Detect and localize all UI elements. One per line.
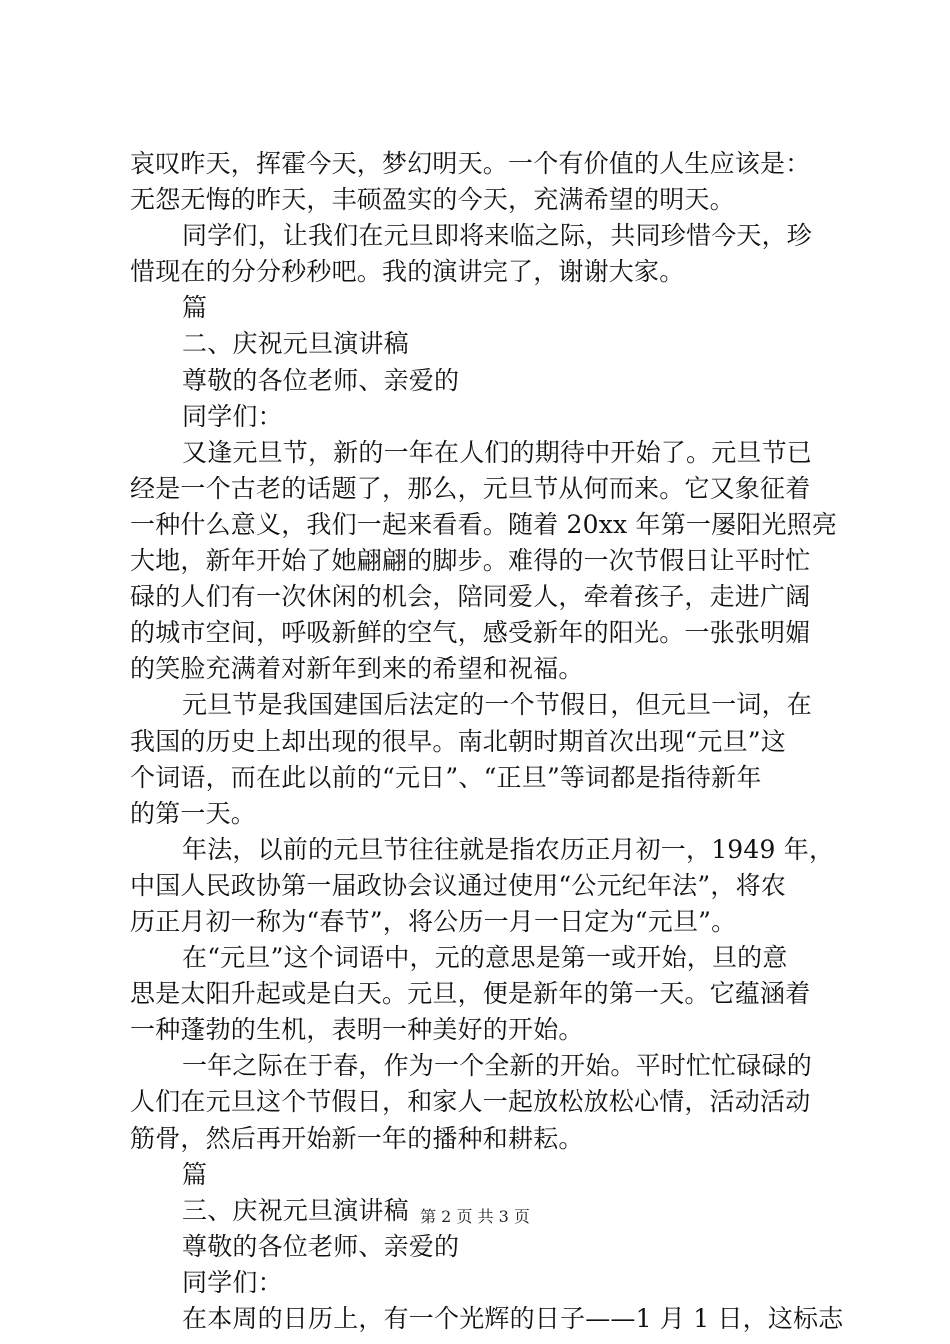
text-line: 的城市空间，呼吸新鲜的空气，感受新年的阳光。一张张明媚 [130, 618, 811, 648]
text-line: 又逢元旦节，新的一年在人们的期待中开始了。元旦节已 [182, 437, 813, 467]
text-line: 年法，以前的元旦节往往就是指农历正月初一，1949 年， [182, 834, 835, 864]
text-line: 一种蓬勃的生机，表明一种美好的开始。 [130, 1015, 584, 1045]
text-line: 一年之际在于春，作为一个全新的开始。平时忙忙碌碌的 [182, 1051, 813, 1081]
text-line: 无怨无悔的昨天，丰硕盈实的今天，充满希望的明天。 [130, 185, 735, 215]
text-line: 个词语，而在此以前的“元日”、“正旦”等词都是指待新年 [130, 762, 762, 792]
text-line: 元旦节是我国建国后法定的一个节假日，但元旦一词，在 [182, 690, 813, 720]
salutation-line: 同学们： [182, 1267, 283, 1297]
text-line: 大地，新年开始了她翩翩的脚步。难得的一次节假日让平时忙 [130, 546, 811, 576]
text-line: 在本周的日历上，有一个光辉的日子——1 月 1 日，这标志 [182, 1304, 844, 1333]
text-line: 同学们，让我们在元旦即将来临之际，共同珍惜今天，珍 [182, 221, 813, 251]
section-marker: 篇 [182, 293, 208, 323]
section-marker: 篇 [182, 1159, 208, 1189]
text-line: 的笑脸充满着对新年到来的希望和祝福。 [130, 654, 584, 684]
page-footer: 第 2 页 共 3 页 [420, 1207, 530, 1226]
text-line: 我国的历史上却出现的很早。南北朝时期首次出现“元旦”这 [130, 726, 786, 756]
document-body [130, 146, 844, 1337]
text-line: 筋骨，然后再开始新一年的播种和耕耘。 [130, 1123, 584, 1153]
text-line: 中国人民政协第一届政协会议通过使用“公元纪年法”，将农 [130, 870, 786, 900]
text-line: 在“元旦”这个词语中，元的意思是第一或开始，旦的意 [182, 943, 788, 973]
text-line: 一种什么意义，我们一起来看看。随着 20xx 年第一屡阳光照亮 [130, 509, 838, 539]
text-line: 的第一天。 [130, 798, 257, 828]
text-line: 哀叹昨天，挥霍今天，梦幻明天。一个有价值的人生应该是： [130, 149, 811, 178]
text-line: 惜现在的分分秒秒吧。我的演讲完了，谢谢大家。 [130, 257, 685, 287]
salutation-line: 尊敬的各位老师、亲爱的 [182, 365, 460, 395]
salutation-line: 尊敬的各位老师、亲爱的 [182, 1231, 460, 1261]
section-heading: 二、庆祝元旦演讲稿 [182, 329, 409, 359]
text-line: 思是太阳升起或是白天。元旦，便是新年的第一天。它蕴涵着 [130, 979, 811, 1009]
text-line: 历正月初一称为“春节”，将公历一月一日定为“元旦”。 [130, 906, 737, 936]
text-line: 经是一个古老的话题了，那么，元旦节从何而来。它又象征着 [130, 473, 811, 503]
text-line: 碌的人们有一次休闲的机会，陪同爱人，牵着孩子，走进广阔 [130, 582, 811, 612]
text-line: 人们在元旦这个节假日，和家人一起放松放松心情，活动活动 [130, 1087, 811, 1117]
salutation-line: 同学们： [182, 401, 283, 431]
section-heading: 三、庆祝元旦演讲稿 [182, 1195, 409, 1225]
